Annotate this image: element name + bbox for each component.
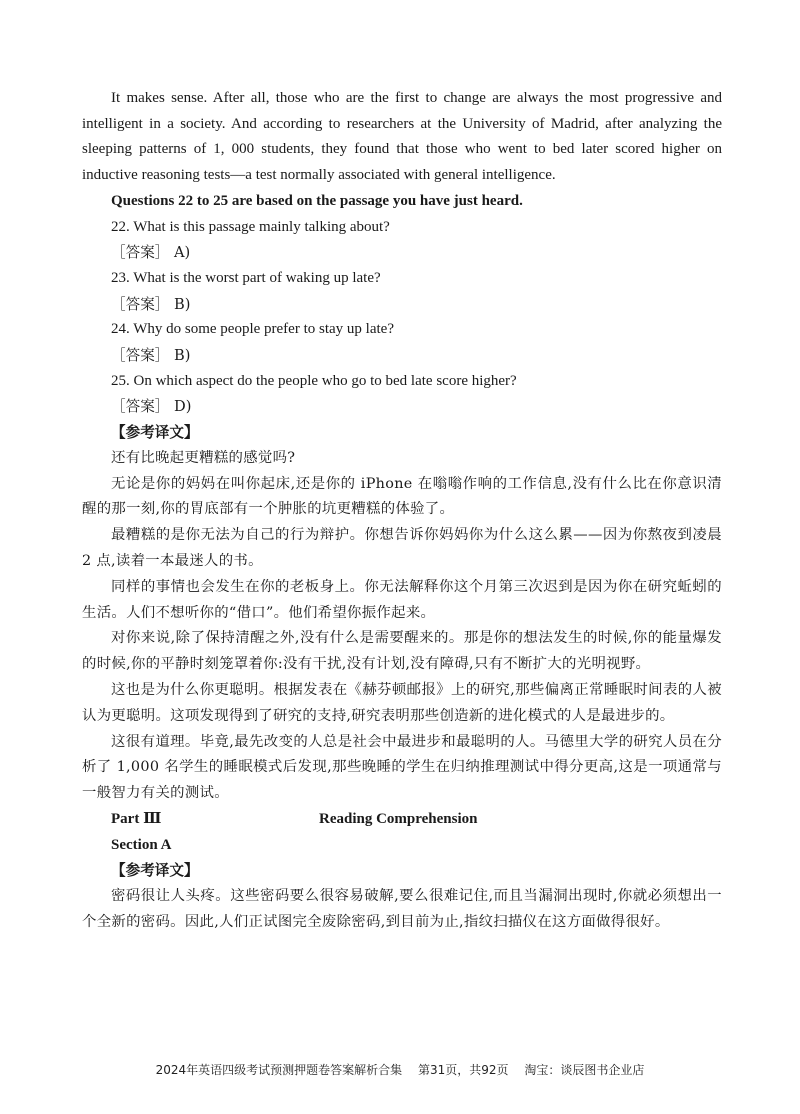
- translation-paragraph: 最糟糕的是你无法为自己的行为辩护。你想告诉你妈妈你为什么这么累——因为你熬夜到凌晨 2 点,读着一本最迷人的书。: [82, 527, 722, 570]
- question-24: 24. Why do some people prefer to stay up late?: [111, 321, 394, 338]
- part-title: Reading Comprehension: [319, 811, 478, 827]
- translation-paragraph: 这很有道理。毕竟,最先改变的人总是社会中最进步和最聪明的人。马德里大学的研究人员在分析了 1,000 名学生的睡眠模式后发现,那些晚睡的学生在归纳推理测试中得分更高,这是一项通常与一般智力有关的测试。: [82, 733, 722, 802]
- question-25: 25. On which aspect do the people who go to bed late score higher?: [111, 372, 517, 389]
- question-23: 23. What is the worst part of waking up late?: [111, 269, 381, 286]
- questions-heading: Questions 22 to 25 are based on the passage you have just heard.: [111, 192, 523, 209]
- question-22: 22. What is this passage mainly talking about?: [111, 218, 390, 235]
- footer-page-number: 第31页，共92页: [417, 1063, 509, 1077]
- translation-paragraph: 还有比晚起更糟糕的感觉吗?: [111, 449, 296, 466]
- footer-book-title: 2024年英语四级考试预测押题卷答案解析合集: [155, 1063, 403, 1077]
- passage-paragraph: It makes sense. After all, those who are the first to change are always the most progressive and intelligent in a society. And according to researchers at the University of Madrid, after analyzing the sleeping patterns of 1, 000 students, they found that those who went to bed later scored higher on inductive reasoning tests—a test normally associated with general intelligence.: [82, 90, 722, 184]
- document-page: [82, 86, 722, 936]
- translation-paragraph: 无论是你的妈妈在叫你起床,还是你的 iPhone 在嗡嗡作响的工作信息,没有什么比在你意识清醒的那一刻,你的胃底部有一个肿胀的坑更糟糕的体验了。: [82, 475, 722, 518]
- answer-24: ［答案］ B): [111, 347, 191, 365]
- translation-label: 【参考译文】: [111, 424, 199, 442]
- reading-translation-paragraph: 密码很让人头疼。这些密码要么很容易破解,要么很难记住,而且当漏洞出现时,你就必须想出一个全新的密码。因此,人们正试图完全废除密码,到目前为止,指纹扫描仪在这方面做得很好。: [82, 888, 722, 930]
- translation-paragraph: 这也是为什么你更聪明。根据发表在《赫芬顿邮报》上的研究,那些偏离正常睡眠时间表的人被认为更聪明。这项发现得到了研究的支持,研究表明那些创造新的进化模式的人是最进步的。: [82, 682, 722, 724]
- page-footer: [0, 1061, 800, 1078]
- answer-23: ［答案］ B): [111, 295, 191, 313]
- answer-25: ［答案］ D): [111, 398, 192, 416]
- answer-22: ［答案］ A): [111, 244, 191, 262]
- translation-paragraph: 对你来说,除了保持清醒之外,没有什么是需要醒来的。那是你的想法发生的时候,你的能量爆发的时候,你的平静时刻笼罩着你:没有干扰,没有计划,没有障碍,只有不断扩大的光明视野。: [82, 630, 722, 673]
- reading-translation-label: 【参考译文】: [111, 862, 199, 880]
- part-heading: [82, 807, 722, 833]
- footer-shop: 淘宝：谈辰图书企业店: [524, 1063, 645, 1077]
- part-label: Part Ⅲ: [111, 811, 162, 827]
- section-heading: Section A: [111, 836, 172, 853]
- translation-paragraph: 同样的事情也会发生在你的老板身上。你无法解释你这个月第三次迟到是因为你在研究蚯蚓的生活。人们不想听你的“借口”。他们希望你振作起来。: [82, 578, 722, 621]
